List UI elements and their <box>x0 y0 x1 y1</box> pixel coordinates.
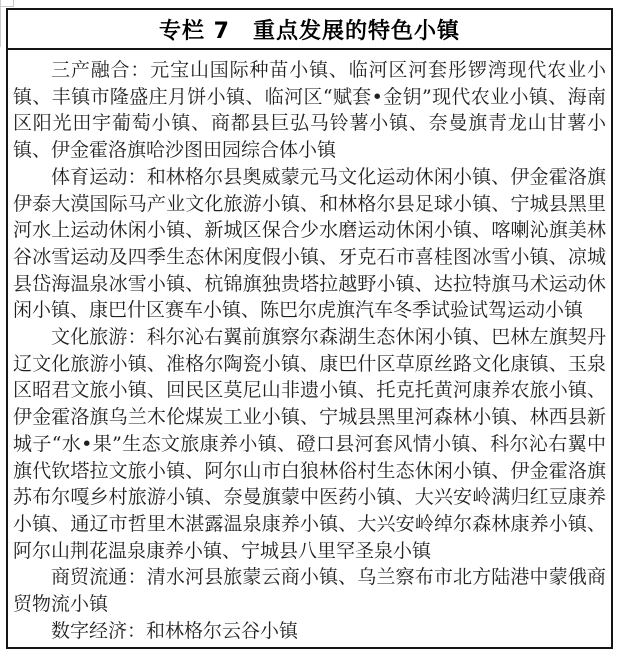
scan-artifact-edge <box>0 0 1 47</box>
section-paragraph-commerce-logistics: 商贸流通：清水河县旅蒙云商小镇、乌兰察布市北方陆港中蒙俄商贸物流小镇 <box>13 566 606 616</box>
scan-artifact-corner <box>0 0 14 7</box>
panel-title: 专栏 7 重点发展的特色小镇 <box>8 10 611 50</box>
section-paragraph-tertiary-industry: 三产融合：元宝山国际种苗小镇、临河区河套彤锣湾现代农业小镇、丰镇市隆盛庄月饼小镇、临河区“赋套•金钥”现代农业小镇、海南区阳光田宇葡萄小镇、商都县巨弘马铃薯小镇、奈曼旗青龙山甘薯小镇、伊金霍洛旗哈沙图田园综合体小镇 <box>13 59 606 162</box>
section-paragraph-sports: 体育运动：和林格尔县奥威蒙元马文化运动休闲小镇、伊金霍洛旗伊泰大漠国际马产业文化旅游小镇、和林格尔县足球小镇、宁城县黑里河水上运动休闲小镇、新城区保合少水磨运动休闲小镇、喀喇沁旗美林谷冰雪运动及四季生态休闲度假小镇、牙克石市喜桂图冰雪小镇、凉城县岱海温泉冰雪小镇、杭锦旗独贵塔拉越野小镇、达拉特旗马术运动休闲小镇、康巴什区赛车小镇、陈巴尔虎旗汽车冬季试验试驾运动小镇 <box>13 165 606 322</box>
section-paragraph-culture-tourism: 文化旅游：科尔沁右翼前旗察尔森湖生态休闲小镇、巴林左旗契丹辽文化旅游小镇、准格尔陶瓷小镇、康巴什区草原丝路文化康镇、玉泉区昭君文旅小镇、回民区莫尼山非遗小镇、托克托黄河康养农旅小镇、伊金霍洛旗乌兰木伦煤炭工业小镇、宁城县黑里河森林小镇、林西县新城子“水•果”生态文旅康养小镇、磴口县河套风情小镇、科尔沁右翼中旗代钦塔拉文旅小镇、阿尔山市白狼林俗村生态休闲小镇、伊金霍洛旗苏布尔嘎乡村旅游小镇、奈曼旗蒙中医药小镇、大兴安岭满归红豆康养小镇、通辽市哲里木湛露温泉康养小镇、大兴安岭绰尔森林康养小镇、阿尔山荆花温泉康养小镇、宁城县八里罕圣泉小镇 <box>13 326 606 562</box>
panel-body <box>8 50 611 644</box>
section-paragraph-digital-economy: 数字经济：和林格尔云谷小镇 <box>51 619 299 642</box>
feature-towns-panel <box>6 8 613 649</box>
